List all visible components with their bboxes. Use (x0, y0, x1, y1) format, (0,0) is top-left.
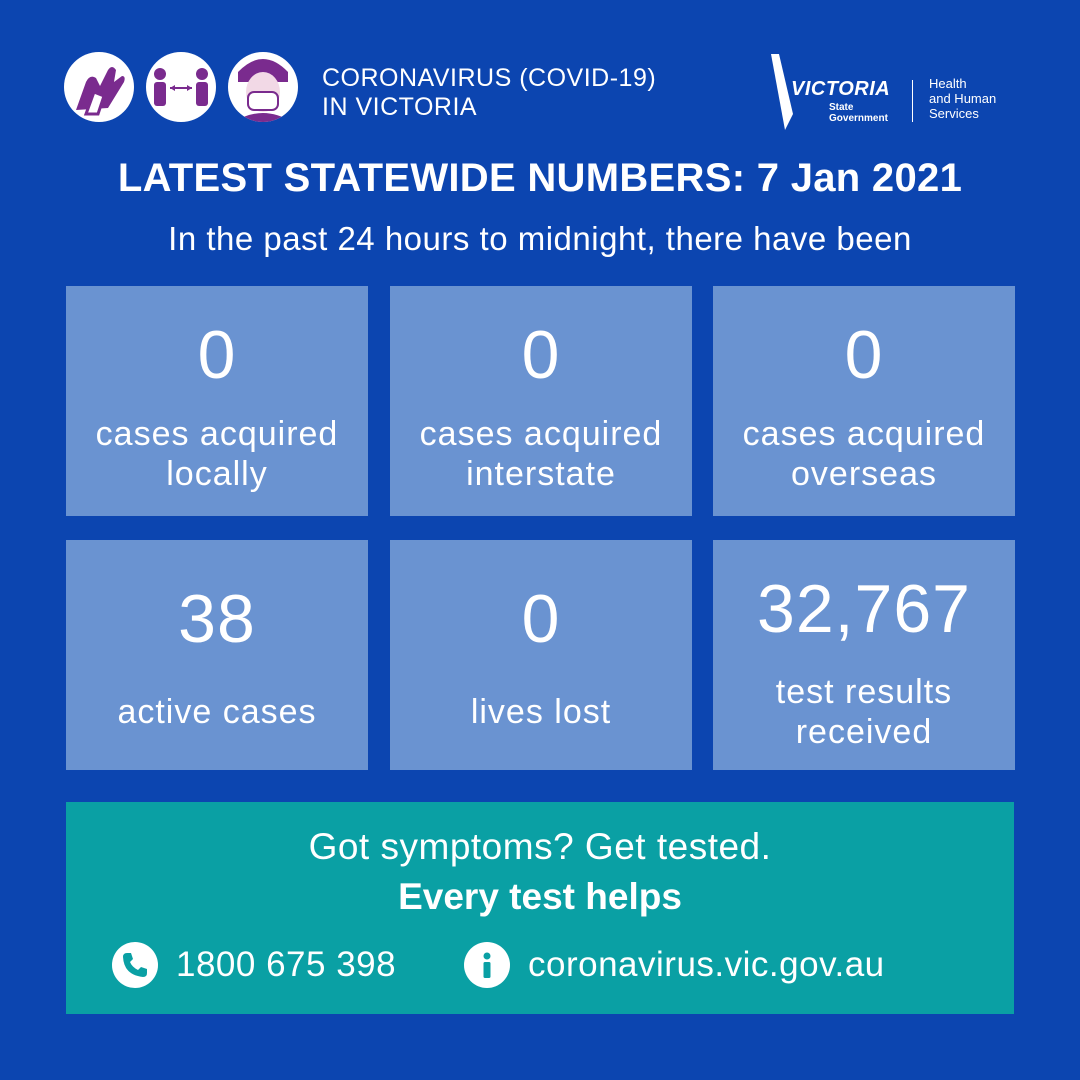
handwashing-icon (64, 52, 134, 122)
stat-label-line1: test results (775, 673, 953, 711)
stat-tile-interstate-cases (390, 286, 692, 516)
cta-line2: Every test helps (398, 876, 682, 917)
logo-subtitle-line1: State (829, 102, 854, 113)
department-name (929, 76, 996, 121)
stat-label-line2: received (795, 713, 933, 751)
stat-value: 0 (521, 581, 561, 657)
website-contact[interactable] (464, 942, 885, 988)
logo-subtitle-line2: Government (829, 113, 888, 124)
stat-value: 32,767 (757, 571, 971, 647)
stat-label-line2: interstate (466, 455, 616, 493)
stat-label-line2: overseas (791, 455, 937, 493)
stat-label-line1: cases acquired (742, 415, 986, 453)
stat-value: 0 (197, 317, 237, 393)
social-distancing-icon (146, 52, 216, 122)
face-mask-icon (228, 52, 298, 122)
stat-tile-local-cases (66, 286, 368, 516)
stat-label-line1: cases acquired (95, 415, 339, 453)
campaign-title-line2: IN VICTORIA (322, 93, 478, 121)
department-name-line2: and Human (929, 91, 997, 106)
info-icon (464, 942, 510, 988)
page-title: LATEST STATEWIDE NUMBERS: 7 Jan 2021 (117, 156, 963, 200)
campaign-title (322, 64, 656, 122)
cta-line1: Got symptoms? Get tested. (308, 826, 772, 867)
department-name-line3: Services (929, 106, 979, 121)
logo-divider (912, 80, 913, 122)
header (64, 52, 1024, 142)
campaign-title-line1: CORONAVIRUS (COVID-19) (322, 64, 657, 92)
stat-tile-active-cases (66, 540, 368, 770)
phone-number[interactable]: 1800 675 398 (176, 945, 397, 984)
logo-subtitle (829, 102, 888, 124)
website-link[interactable]: coronavirus.vic.gov.au (528, 945, 885, 984)
stat-label-line1: cases acquired (419, 415, 663, 453)
stat-label-line1: active cases (117, 693, 317, 731)
phone-icon (112, 942, 158, 988)
stat-label-line2: locally (166, 455, 268, 493)
page-subtitle: In the past 24 hours to midnight, there have been (168, 220, 912, 257)
logo-wordmark: VICTORIA (791, 78, 891, 100)
stat-value: 0 (521, 317, 561, 393)
stat-tile-lives-lost (390, 540, 692, 770)
stat-tile-overseas-cases (713, 286, 1015, 516)
victoria-government-logo (769, 52, 1024, 132)
department-name-line1: Health (929, 76, 967, 91)
stat-tile-test-results (713, 540, 1015, 770)
phone-contact[interactable] (112, 942, 396, 988)
stat-value: 0 (844, 317, 884, 393)
stat-label-line1: lives lost (470, 693, 612, 731)
stat-value: 38 (178, 581, 256, 657)
campaign-icons (64, 52, 298, 122)
testing-call-to-action (66, 802, 1014, 1014)
